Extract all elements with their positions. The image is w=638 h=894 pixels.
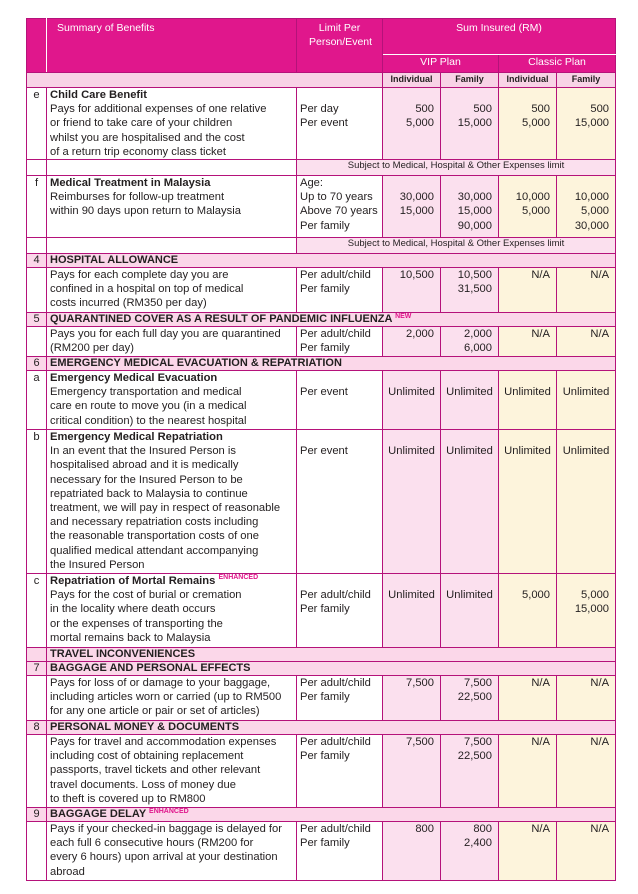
limit-cell: Per adult/child Per family xyxy=(297,327,383,357)
classic-family-value: N/A xyxy=(557,676,616,721)
benefit-row-7 xyxy=(27,676,616,721)
subheader-blank xyxy=(27,73,383,88)
benefit-title: Repatriation of Mortal Remains xyxy=(50,575,216,588)
classic-family-value: N/A xyxy=(557,327,616,357)
vip-individual-value xyxy=(383,88,441,160)
section-title: TRAVEL INCONVENIENCES xyxy=(47,648,616,662)
vip-family-value: 10,500 31,500 xyxy=(441,268,499,313)
section-row-8 xyxy=(27,721,616,735)
classic-individual-value: N/A xyxy=(499,676,557,721)
header-limit: Limit Per Person/Event xyxy=(297,19,383,73)
note-index xyxy=(27,160,47,176)
note-index xyxy=(27,238,47,254)
vip-family-value: Unlimited xyxy=(441,574,499,648)
subheader-row xyxy=(27,73,616,88)
benefit-text: Pays for additional expenses of one relative or friend to take care of your children whilst you are hospitalised and the cost of a return trip economy class ticket xyxy=(50,103,267,158)
benefit-description xyxy=(47,574,297,648)
section-index: 7 xyxy=(27,662,47,676)
note-row xyxy=(27,160,616,176)
section-title: PERSONAL MONEY & DOCUMENTS xyxy=(47,721,616,735)
header-classic-plan: Classic Plan xyxy=(499,55,616,73)
enhanced-badge: ENHANCED xyxy=(218,574,259,582)
classic-individual-value: N/A xyxy=(499,268,557,313)
benefit-row-4 xyxy=(27,268,616,313)
section-index: 6 xyxy=(27,357,47,371)
benefit-row-c xyxy=(27,574,616,648)
note-blank xyxy=(47,160,297,176)
header-index-cell xyxy=(27,19,47,73)
limit-cell: Per adult/child Per family xyxy=(297,676,383,721)
benefit-row-9 xyxy=(27,822,616,881)
vip-family-value xyxy=(441,88,499,160)
vip-family-value: Unlimited xyxy=(441,430,499,574)
value-text: 500 15,000 xyxy=(574,103,610,130)
row-index: f xyxy=(27,176,47,238)
section-index: 5 xyxy=(27,313,47,327)
classic-family-value: Unlimited xyxy=(557,430,616,574)
classic-individual-value: 10,000 5,000 xyxy=(499,176,557,238)
section-title: EMERGENCY MEDICAL EVACUATION & REPATRIATION xyxy=(47,357,616,371)
benefit-text: Pays for the cost of burial or cremation in the locality where death occurs or the expenses of transporting the mortal remains back to Malaysia xyxy=(50,589,242,644)
section-title: QUARANTINED COVER AS A RESULT OF PANDEMIC INFLUENZA xyxy=(50,313,393,326)
vip-individual-value: 800 xyxy=(383,822,441,881)
header-sum-insured: Sum Insured (RM) xyxy=(383,19,616,55)
benefits-table-wrapper xyxy=(26,18,615,881)
classic-family-value: 10,000 5,000 30,000 xyxy=(557,176,616,238)
classic-family-value xyxy=(557,88,616,160)
note-text: Subject to Medical, Hospital & Other Expenses limit xyxy=(297,160,616,176)
row-index xyxy=(27,822,47,881)
section-title-cell xyxy=(47,313,616,327)
benefit-title: Child Care Benefit xyxy=(50,89,147,101)
subheader-classic-family: Family xyxy=(557,73,616,88)
benefit-text: Pays if your checked-in baggage is delayed for each full 6 consecutive hours (RM200 for every 6 hours) upon arrival at your destination abroad xyxy=(47,822,297,881)
subheader-vip-family: Family xyxy=(441,73,499,88)
section-index xyxy=(27,648,47,662)
section-title: BAGGAGE AND PERSONAL EFFECTS xyxy=(47,662,616,676)
benefit-text: Pays you for each full day you are quarantined (RM200 per day) xyxy=(47,327,297,357)
limit-cell: Per adult/child Per family xyxy=(297,268,383,313)
vip-family-value: 30,000 15,000 90,000 xyxy=(441,176,499,238)
row-index xyxy=(27,676,47,721)
section-index: 9 xyxy=(27,808,47,822)
section-title: BAGGAGE DELAY xyxy=(50,808,146,821)
benefit-description xyxy=(47,88,297,160)
classic-individual-value: N/A xyxy=(499,822,557,881)
vip-individual-value: 7,500 xyxy=(383,735,441,808)
section-index: 8 xyxy=(27,721,47,735)
vip-family-value: 7,500 22,500 xyxy=(441,735,499,808)
benefit-text: Reimburses for follow-up treatment within 90 days upon return to Malaysia xyxy=(50,191,241,218)
benefit-title: Emergency Medical Evacuation xyxy=(50,372,218,385)
classic-individual-value xyxy=(499,88,557,160)
limit-cell: Per adult/child Per family xyxy=(297,735,383,808)
benefit-title: Emergency Medical Repatriation xyxy=(50,431,223,444)
vip-individual-value: Unlimited xyxy=(383,430,441,574)
classic-individual-value: Unlimited xyxy=(499,430,557,574)
row-index: a xyxy=(27,371,47,430)
section-row-9 xyxy=(27,808,616,822)
limit-cell: Per adult/child Per family xyxy=(297,822,383,881)
classic-family-value: 5,000 15,000 xyxy=(557,574,616,648)
limit-cell xyxy=(297,88,383,160)
benefit-text: Emergency transportation and medical care en route to move you (in a medical critical condition) to the nearest hospital xyxy=(50,386,247,427)
row-index: e xyxy=(27,88,47,160)
section-title: HOSPITAL ALLOWANCE xyxy=(47,254,616,268)
limit-cell: Per event xyxy=(297,430,383,574)
limit-cell: Age: Up to 70 years Above 70 years Per family xyxy=(297,176,383,238)
vip-individual-value: Unlimited xyxy=(383,574,441,648)
benefit-row-8 xyxy=(27,735,616,808)
classic-individual-value: Unlimited xyxy=(499,371,557,430)
header-row xyxy=(27,19,616,55)
vip-individual-value: Unlimited xyxy=(383,371,441,430)
limit-cell: Per event xyxy=(297,371,383,430)
vip-family-value: 800 2,400 xyxy=(441,822,499,881)
row-index xyxy=(27,268,47,313)
benefit-text: Pays for each complete day you are confined in a hospital on top of medical costs incurred (RM350 per day) xyxy=(47,268,297,313)
vip-individual-value: 2,000 xyxy=(383,327,441,357)
section-title-cell xyxy=(47,808,616,822)
note-text: Subject to Medical, Hospital & Other Expenses limit xyxy=(297,238,616,254)
new-badge: NEW xyxy=(395,313,412,321)
limit-cell: Per adult/child Per family xyxy=(297,574,383,648)
note-row xyxy=(27,238,616,254)
section-row-6 xyxy=(27,357,616,371)
vip-family-value: 2,000 6,000 xyxy=(441,327,499,357)
benefit-row-a xyxy=(27,371,616,430)
vip-family-value: 7,500 22,500 xyxy=(441,676,499,721)
section-row-travel xyxy=(27,648,616,662)
row-index xyxy=(27,327,47,357)
section-row-5 xyxy=(27,313,616,327)
enhanced-badge: ENHANCED xyxy=(149,808,189,816)
section-row-7 xyxy=(27,662,616,676)
classic-family-value: N/A xyxy=(557,822,616,881)
benefits-table xyxy=(26,18,616,881)
vip-family-value: Unlimited xyxy=(441,371,499,430)
classic-individual-value: N/A xyxy=(499,735,557,808)
limit-text: Per day Per event xyxy=(300,103,348,130)
value-text: 500 5,000 xyxy=(522,103,550,130)
benefit-description xyxy=(47,371,297,430)
classic-family-value: Unlimited xyxy=(557,371,616,430)
classic-individual-value: 5,000 xyxy=(499,574,557,648)
classic-family-value: N/A xyxy=(557,735,616,808)
note-blank xyxy=(47,238,297,254)
classic-family-value: N/A xyxy=(557,268,616,313)
benefit-text: Pays for travel and accommodation expenses including cost of obtaining replacement passports, travel tickets and other relevant travel documents. Loss of money due to theft is covered up to RM800 xyxy=(47,735,297,808)
vip-individual-value: 30,000 15,000 xyxy=(383,176,441,238)
row-index: c xyxy=(27,574,47,648)
vip-individual-value: 7,500 xyxy=(383,676,441,721)
benefit-description xyxy=(47,430,297,574)
benefit-row-5 xyxy=(27,327,616,357)
section-row-4 xyxy=(27,254,616,268)
benefit-row-f xyxy=(27,176,616,238)
row-index xyxy=(27,735,47,808)
header-vip-plan: VIP Plan xyxy=(383,55,499,73)
vip-individual-value: 10,500 xyxy=(383,268,441,313)
benefit-row-e xyxy=(27,88,616,160)
benefit-title: Medical Treatment in Malaysia xyxy=(50,177,211,190)
value-text: 500 15,000 xyxy=(457,103,492,130)
section-index: 4 xyxy=(27,254,47,268)
benefit-text: Pays for loss of or damage to your baggage, including articles worn or carried (up to RM500 for any one article or pair or set of articles) xyxy=(47,676,297,721)
benefit-row-b xyxy=(27,430,616,574)
row-index: b xyxy=(27,430,47,574)
header-summary: Summary of Benefits xyxy=(47,19,297,73)
value-text: 500 5,000 xyxy=(406,103,434,130)
benefit-description xyxy=(47,176,297,238)
subheader-classic-individual: Individual xyxy=(499,73,557,88)
classic-individual-value: N/A xyxy=(499,327,557,357)
subheader-vip-individual: Individual xyxy=(383,73,441,88)
benefit-text: In an event that the Insured Person is hospitalised abroad and it is medically necessary for the Insured Person to be repatriated back to Malaysia to continue treatment, we will pay in respect of reasonable and necessary repatriation costs including the reasonable transportation costs of one qualified medical attendant accompanying the Insured Person xyxy=(50,445,281,571)
